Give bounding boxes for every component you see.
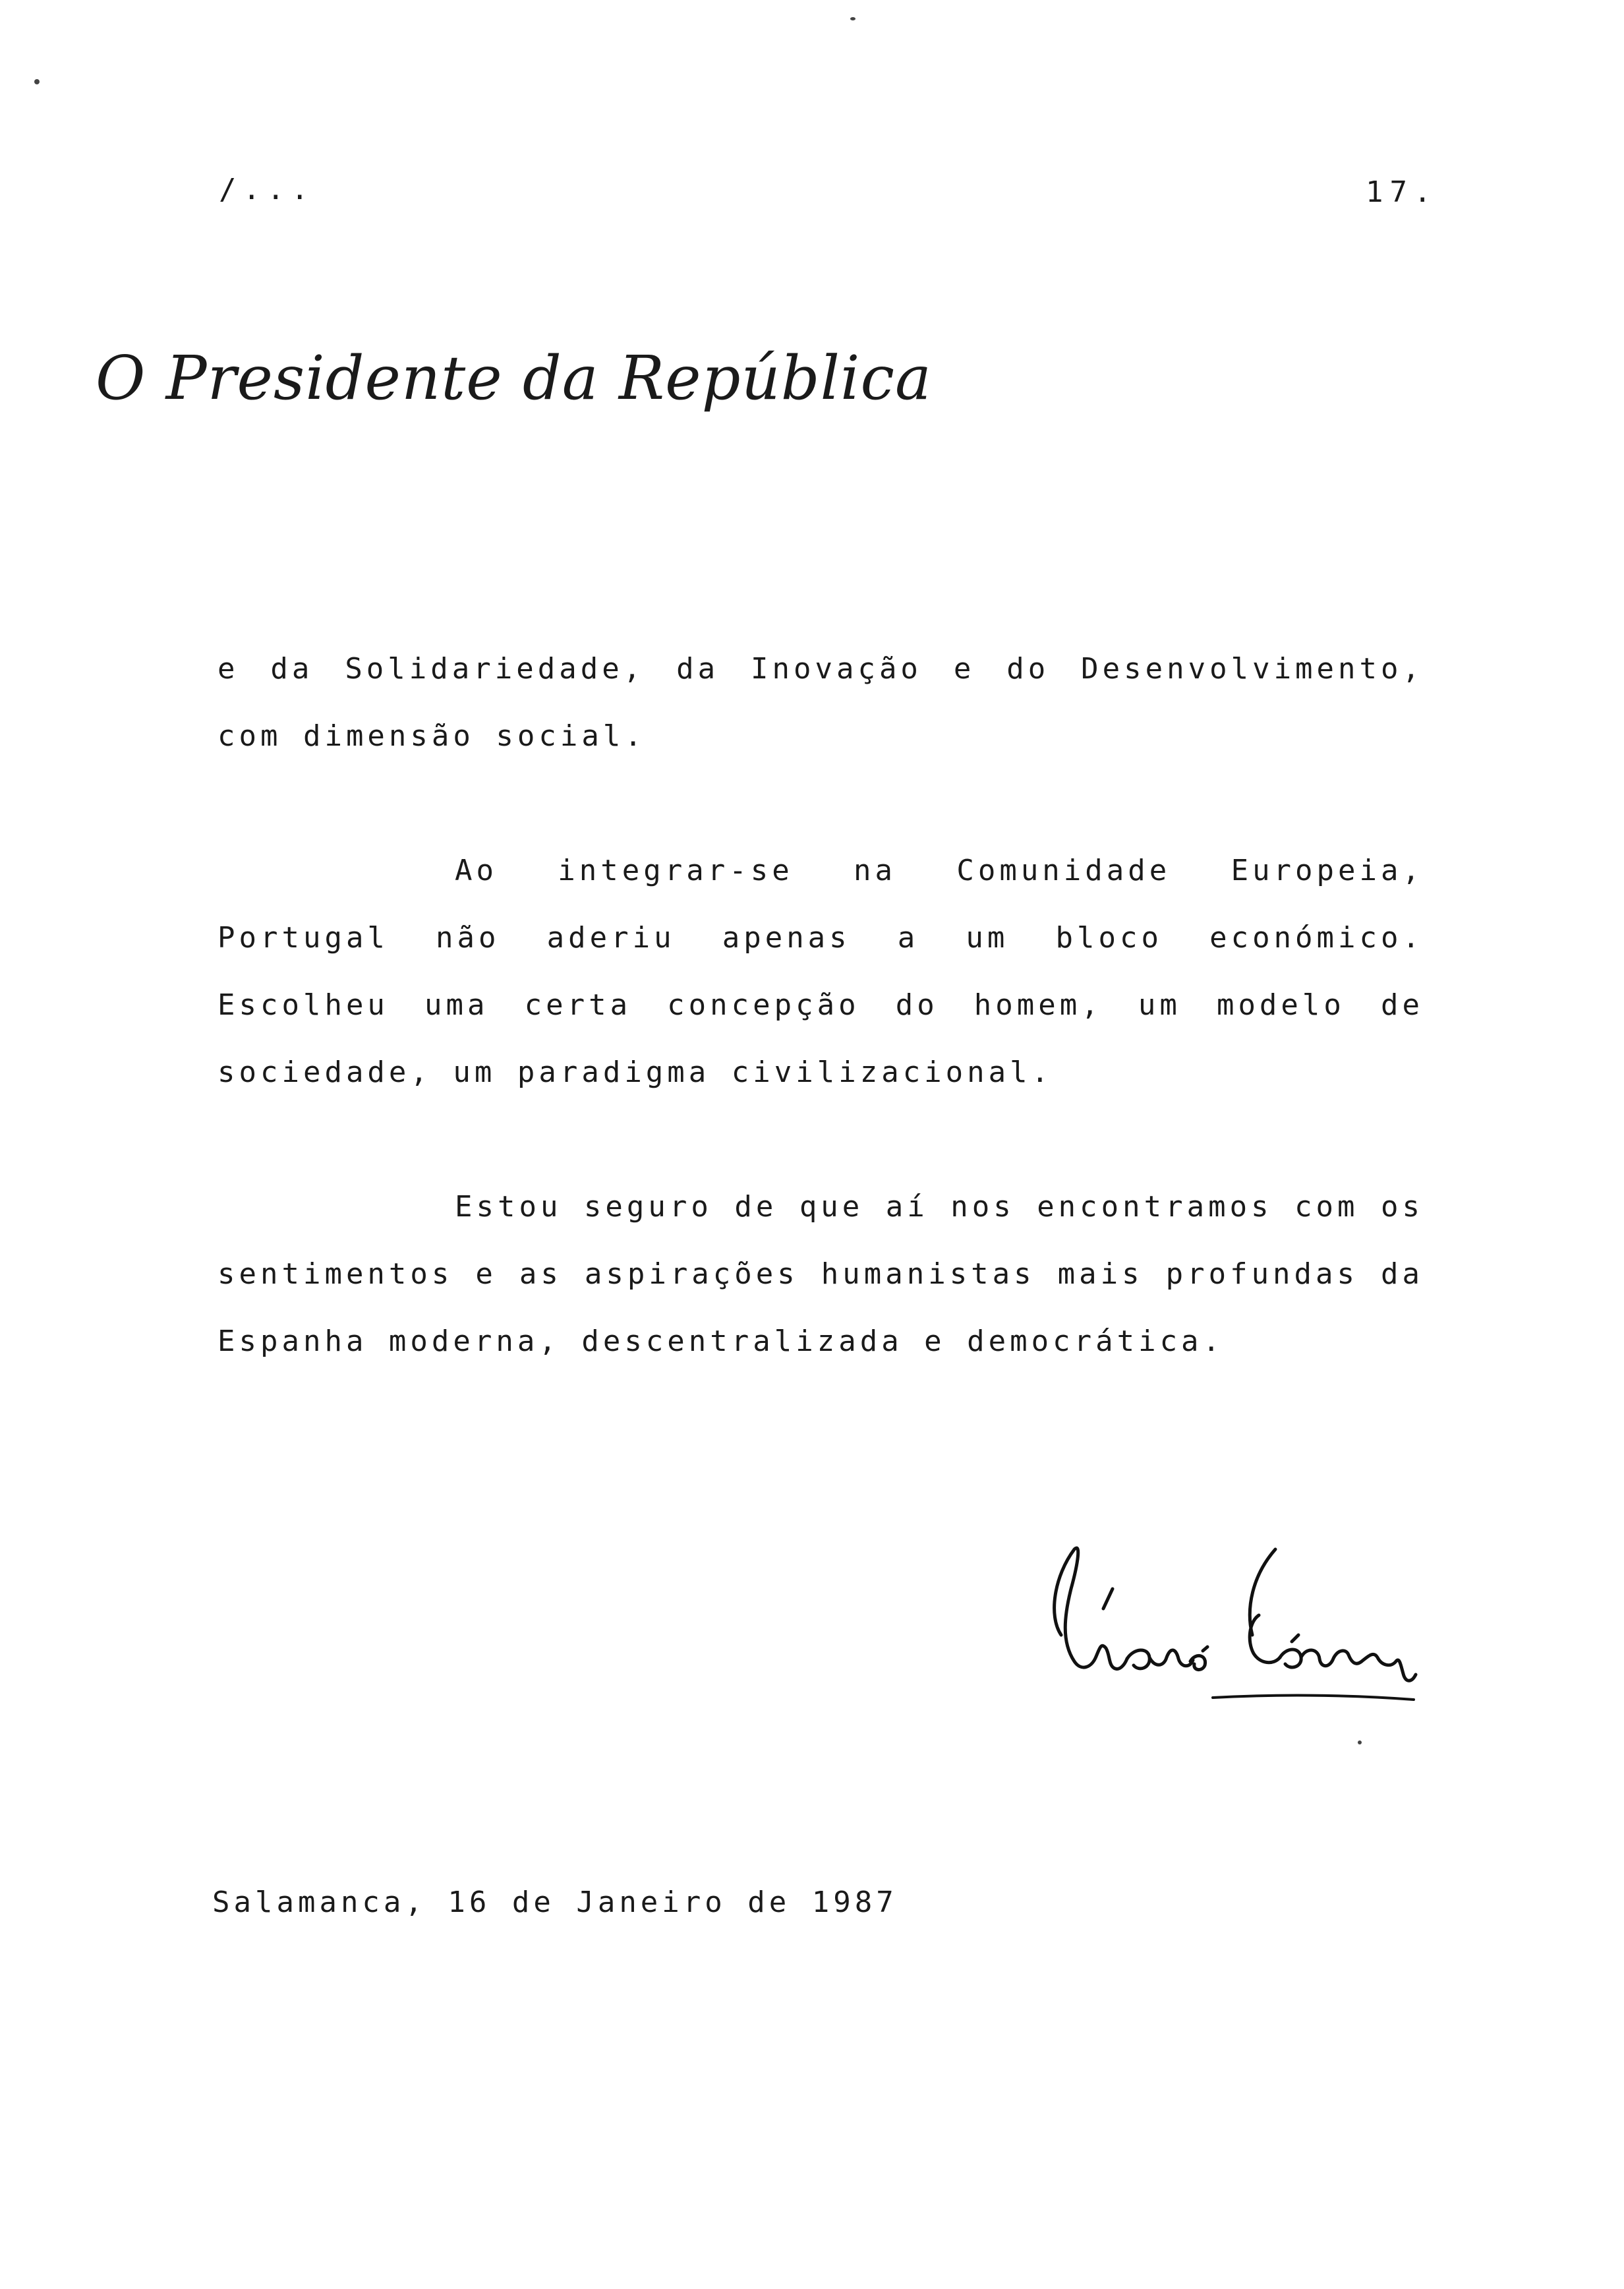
paragraph-1-text: e da Solidariedade, da Inovação e do Desenvolvimento, com dimensão social.: [218, 652, 1424, 753]
letterhead: O Presidente da República: [96, 343, 932, 413]
paragraph-3-text: Estou seguro de que aí nos encontramos com os sentimentos e as aspirações humanistas mais profundas da Espanha moderna, descentralizada e democrática.: [218, 1190, 1424, 1358]
paragraph-2-text: Ao integrar-se na Comunidade Europeia, Portugal não aderiu apenas a um bloco económico. Escolheu uma certa concepção do homem, um modelo de sociedade, um paradigma civilizacional.: [218, 854, 1424, 1089]
paragraph-2: [218, 837, 1424, 1106]
scan-speck: [1358, 1740, 1362, 1744]
paragraph-3: [218, 1174, 1424, 1375]
page-number: 17.: [1366, 175, 1438, 209]
scan-speck: [34, 79, 40, 84]
place-and-date: Salamanca, 16 de Janeiro de 1987: [212, 1886, 898, 1919]
continuation-mark: /...: [219, 173, 315, 206]
paragraph-1: [218, 636, 1424, 770]
handwritten-signature: [1035, 1536, 1430, 1734]
scan-speck: [850, 17, 856, 20]
